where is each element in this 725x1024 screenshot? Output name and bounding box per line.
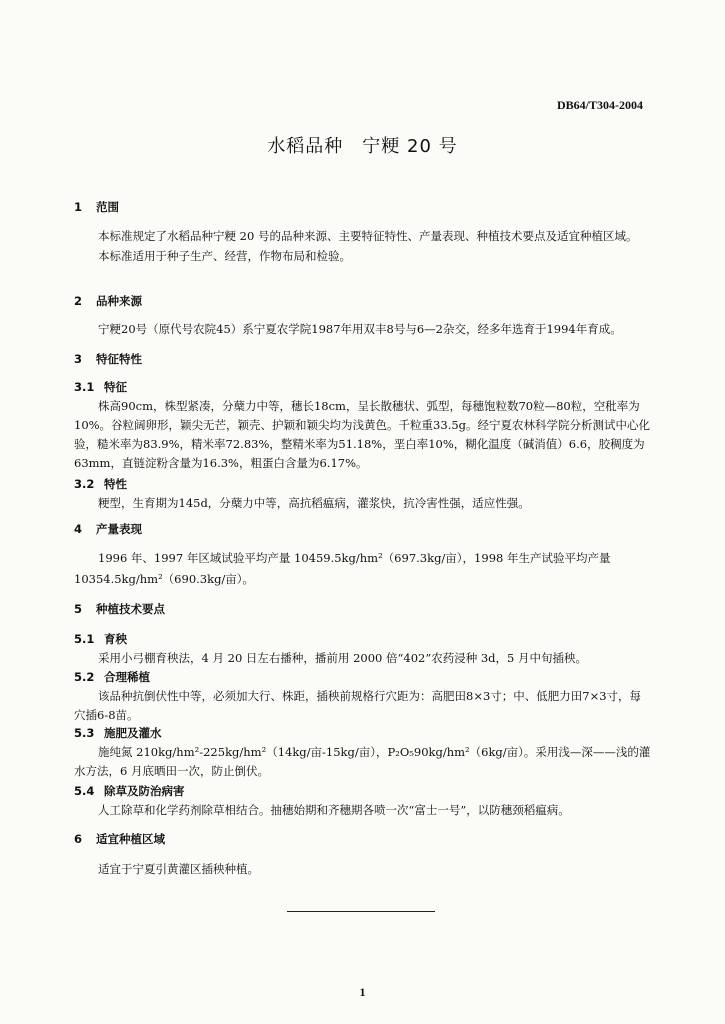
end-rule xyxy=(287,911,435,912)
subsection-number: 5.2 xyxy=(74,670,95,684)
page-number: 1 xyxy=(359,985,366,999)
section-title: 范围 xyxy=(96,200,119,214)
subsection-heading xyxy=(74,378,652,397)
standard-code: DB64/T304-2004 xyxy=(556,98,643,112)
page-title: 水稻品种 宁粳 20 号 xyxy=(267,136,458,157)
section-1 xyxy=(74,198,652,217)
section-number: 3 xyxy=(74,352,83,366)
subsection-title: 育秧 xyxy=(104,632,127,646)
paragraph: 宁粳20号（原代号农院45）系宁夏农学院1987年用双丰8号与6—2杂交，经多年选育于1994年育成。 xyxy=(98,322,622,336)
paragraph: 株高90cm，株型紧凑，分蘖力中等，穗长18cm，呈长散穗状、弧型，每穗饱粒数70粒—80粒，空秕率为10%。谷粒阔卵形，颖尖无芒，颖壳、护颖和颖尖均为浅黄色。千粒重33.5g。经宁夏农林科学院分析测试中心化验，糙米率为83.9%，精米率72.83%，整精米率为51.18%，垩白率10%，糊化温度（碱消值）6.6，胶稠度为63mm，直链淀粉含量为16.3%，粗蛋白含量为6.17%。 xyxy=(74,399,651,470)
section-5 xyxy=(74,600,652,619)
section-title: 品种来源 xyxy=(96,294,142,308)
section-heading xyxy=(74,292,652,311)
section-heading xyxy=(74,198,652,217)
subsection-title: 除草及防治病害 xyxy=(104,784,185,798)
subsection-3-1 xyxy=(74,378,652,473)
section-6-body xyxy=(74,860,652,879)
section-number: 4 xyxy=(74,522,83,536)
section-4 xyxy=(74,520,652,539)
subsection-heading xyxy=(74,782,652,801)
section-number: 2 xyxy=(74,294,83,308)
paragraph: 人工除草和化学药剂除草相结合。抽穗始期和齐穗期各喷一次“富士一号”，以防穗颈稻瘟病。 xyxy=(98,803,570,817)
section-title: 种植技术要点 xyxy=(96,602,165,616)
subsection-number: 5.4 xyxy=(74,784,95,798)
subsection-title: 特性 xyxy=(104,477,127,491)
subsection-heading xyxy=(74,668,652,687)
subsection-number: 5.1 xyxy=(74,632,95,646)
paragraph: 1996 年、1997 年区域试验平均产量 10459.5kg/hm²（697.3kg/亩），1998 年生产试验平均产量 10354.5kg/hm²（690.3kg/亩）。 xyxy=(74,551,611,586)
section-heading xyxy=(74,830,652,849)
subsection-number: 5.3 xyxy=(74,726,95,740)
subsection-5-4 xyxy=(74,782,652,820)
subsection-number: 3.2 xyxy=(74,477,95,491)
section-title: 产量表现 xyxy=(96,522,142,536)
section-title: 适宜种植区域 xyxy=(96,832,165,846)
section-6 xyxy=(74,830,652,849)
paragraph: 适宜于宁夏引黄灌区插秧种植。 xyxy=(98,862,259,876)
section-1-body xyxy=(74,226,652,266)
paragraph: 本标准适用于种子生产、经营，作物布局和检验。 xyxy=(98,249,351,263)
paragraph: 本标准规定了水稻品种宁粳 20 号的品种来源、主要特征特性、产量表现、种植技术要点及适宜种植区域。 xyxy=(98,229,638,243)
subsection-heading xyxy=(74,724,652,743)
paragraph: 该品种抗倒伏性中等，必须加大行、株距，插秧前规格行穴距为：高肥田8×3寸；中、低肥力田7×3寸，每穴插6-8苗。 xyxy=(74,689,642,722)
subsection-heading xyxy=(74,475,652,494)
section-number: 6 xyxy=(74,832,83,846)
section-heading xyxy=(74,600,652,619)
subsection-5-1 xyxy=(74,630,652,668)
paragraph: 采用小弓棚育秧法，4 月 20 日左右播种，播前用 2000 倍“402”农药浸种 3d，5 月中旬插秧。 xyxy=(98,651,588,665)
section-number: 5 xyxy=(74,602,83,616)
subsection-heading xyxy=(74,630,652,649)
section-2-body xyxy=(74,320,652,339)
subsection-5-3 xyxy=(74,724,652,781)
section-title: 特征特性 xyxy=(96,352,142,366)
section-heading xyxy=(74,520,652,539)
subsection-title: 特征 xyxy=(104,380,127,394)
subsection-5-2 xyxy=(74,668,652,725)
paragraph: 施纯氮 210kg/hm²-225kg/hm²（14kg/亩-15kg/亩），P₂O₅90kg/hm²（6kg/亩）。采用浅—深——浅的灌水方法，6 月底晒田一次，防止倒伏。 xyxy=(74,745,651,778)
section-number: 1 xyxy=(74,200,83,214)
subsection-number: 3.1 xyxy=(74,380,95,394)
section-3 xyxy=(74,350,652,369)
section-heading xyxy=(74,350,652,369)
subsection-title: 合理稀植 xyxy=(104,670,150,684)
subsection-title: 施肥及灌水 xyxy=(104,726,162,740)
subsection-3-2 xyxy=(74,475,652,513)
paragraph: 粳型，生育期为145d，分蘖力中等，高抗稻瘟病，灌浆快，抗冷害性强，适应性强。 xyxy=(98,496,530,510)
section-4-body xyxy=(74,548,652,590)
section-2 xyxy=(74,292,652,311)
